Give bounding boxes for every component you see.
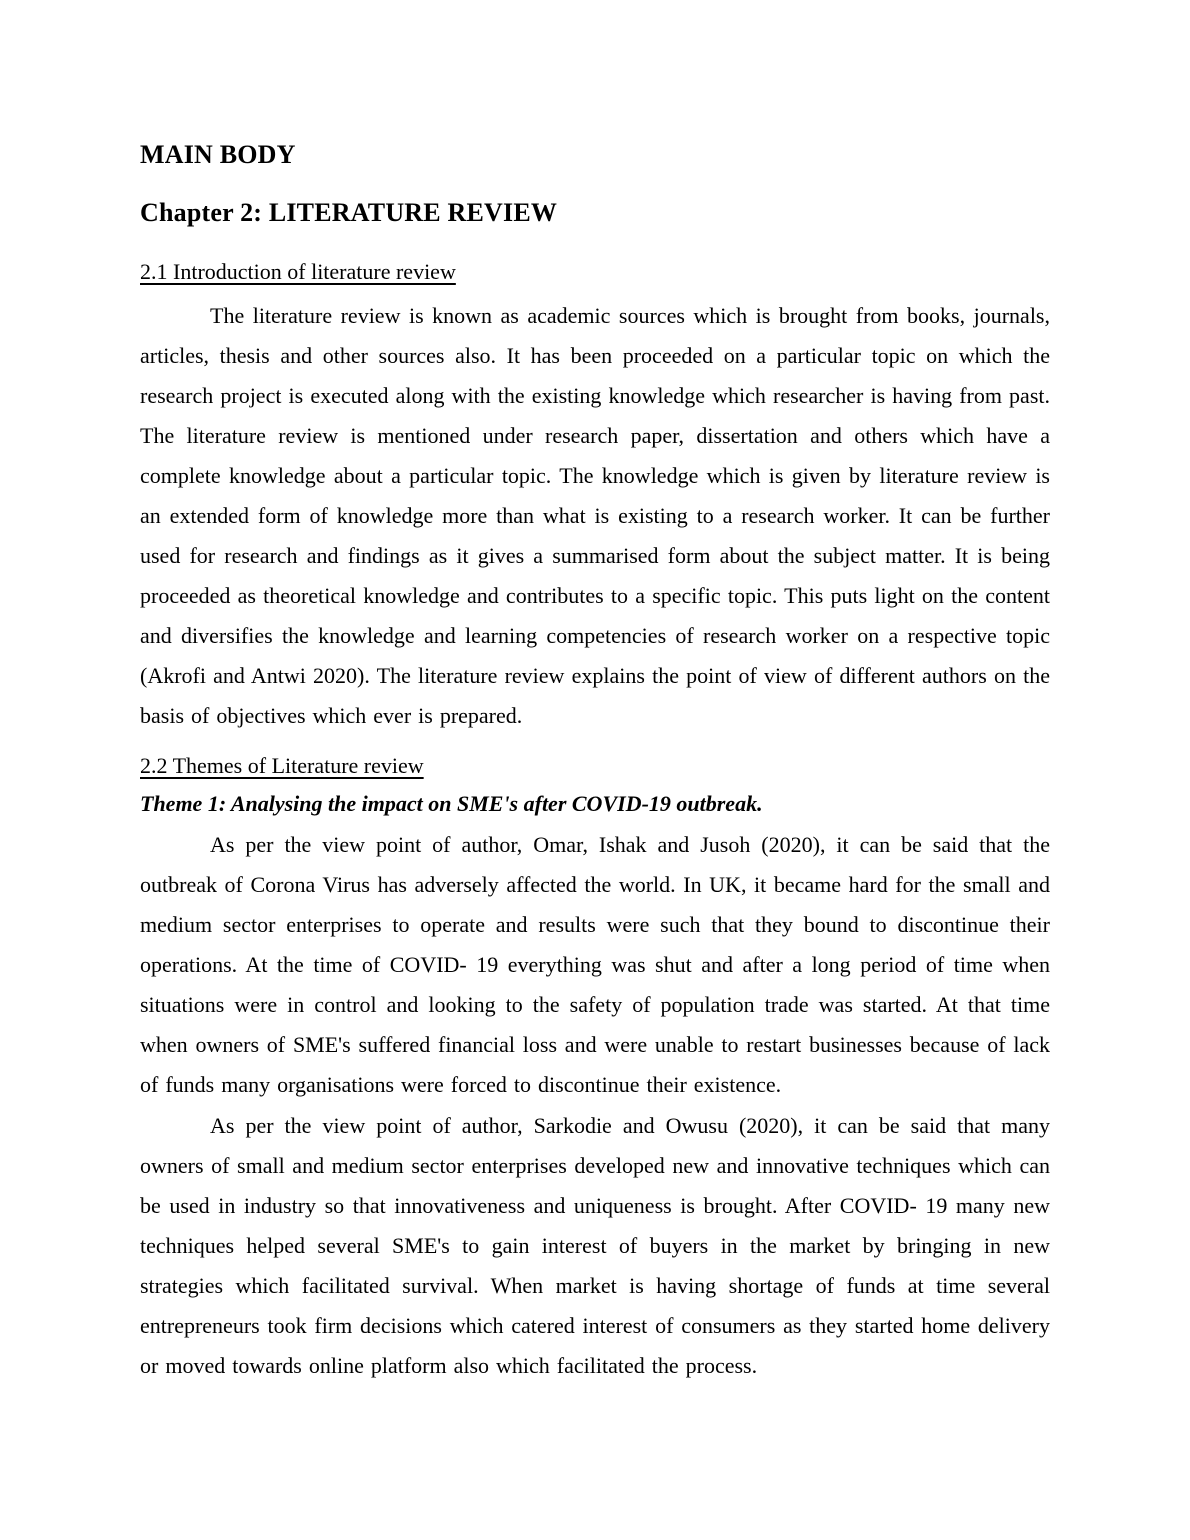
section-2-2-heading: 2.2 Themes of Literature review [140, 752, 424, 778]
section-2-1-paragraph: The literature review is known as academic sources which is brought from books, journals, articles, thesis and other sources also. It has been proceeded on a particular topic on which the research project is executed along with the existing knowledge which researcher is having from past. The literature review is mentioned under research paper, dissertation and others which have a complete knowledge about a particular topic. The knowledge which is given by literature review is an extended form of knowledge more than what is existing to a research worker. It can be further used for research and findings as it gives a summarised form about the subject matter. It is being proceeded as theoretical knowledge and contributes to a specific topic. This puts light on the content and diversifies the knowledge and learning competencies of research worker on a respective topic (Akrofi and Antwi 2020). The literature review explains the point of view of different authors on the basis of objectives which ever is prepared. [140, 302, 1050, 728]
main-body-title: MAIN BODY [140, 140, 296, 169]
theme-1-paragraph-1: As per the view point of author, Omar, Ishak and Jusoh (2020), it can be said that the outbreak of Corona Virus has adversely affected the world. In UK, it became hard for the small and medium sector enterprises to operate and results were such that they bound to discontinue their operations. At the time of COVID- 19 everything was shut and after a long period of time when situations were in control and looking to the safety of population trade was started. At that time when owners of SME's suffered financial loss and were unable to restart businesses because of lack of funds many organisations were forced to discontinue their existence. [140, 831, 1050, 1097]
theme-1-paragraph-2: As per the view point of author, Sarkodie and Owusu (2020), it can be said that many owners of small and medium sector enterprises developed new and innovative techniques which can be used in industry so that innovativeness and uniqueness is brought. After COVID- 19 many new techniques helped several SME's to gain interest of buyers in the market by bringing in new strategies which facilitated survival. When market is having shortage of funds at time several entrepreneurs took firm decisions which catered interest of consumers as they started home delivery or moved towards online platform also which facilitated the process. [140, 1112, 1050, 1378]
chapter-2-heading: Chapter 2: LITERATURE REVIEW [140, 198, 558, 228]
theme-1-heading: Theme 1: Analysing the impact on SME's after COVID-19 outbreak. [140, 791, 763, 817]
section-2-1-heading: 2.1 Introduction of literature review [140, 258, 456, 284]
